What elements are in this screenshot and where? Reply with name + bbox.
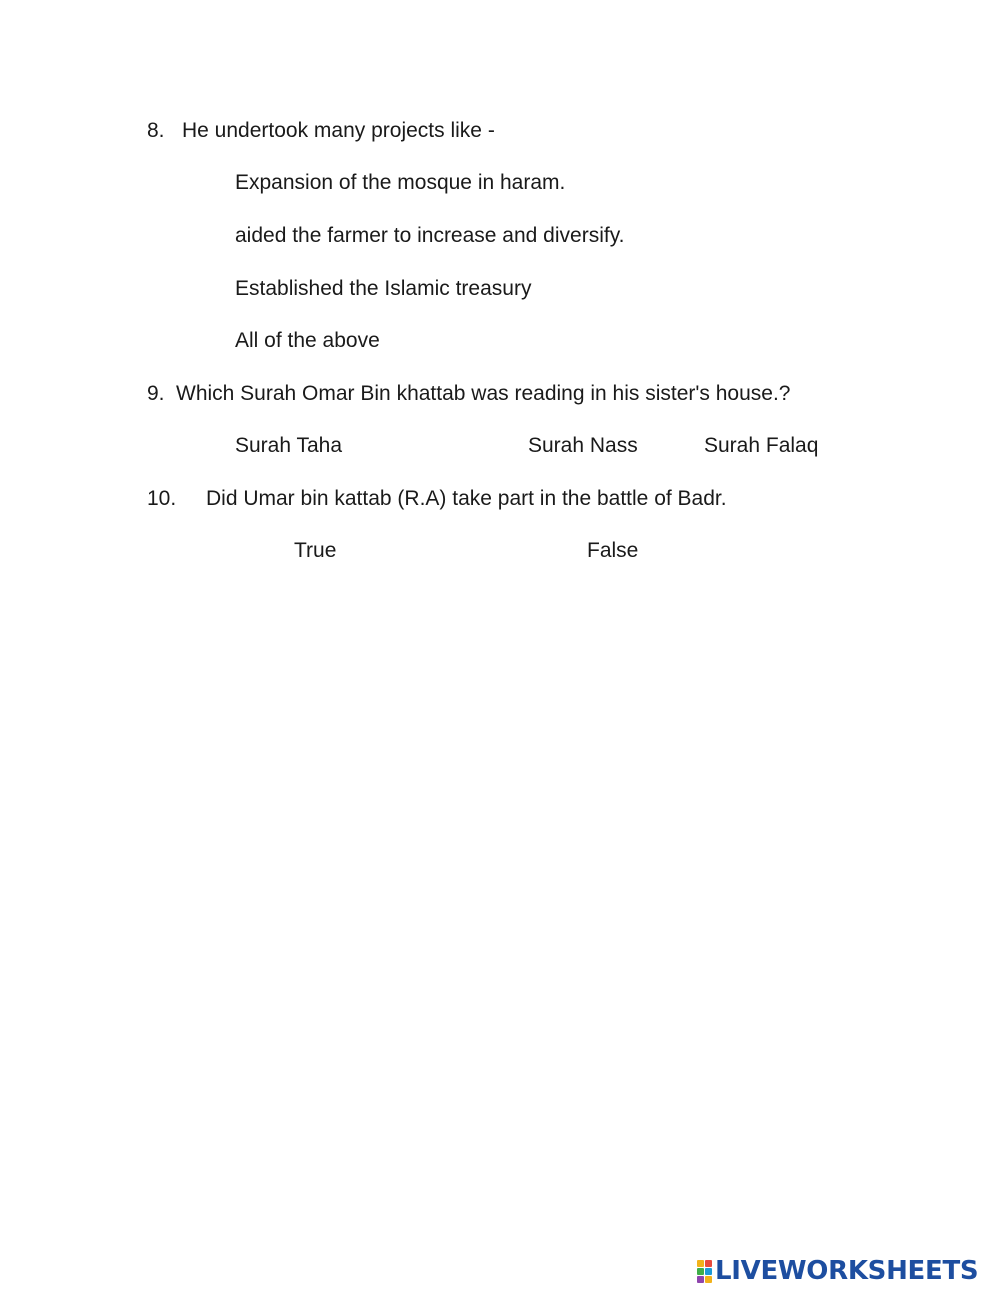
question-8-option-2[interactable]: aided the farmer to increase and diversify. (235, 224, 625, 247)
question-8-option-1[interactable]: Expansion of the mosque in haram. (235, 171, 566, 194)
question-9-option-2[interactable]: Surah Nass (528, 434, 638, 457)
logo-mark-tile (697, 1276, 704, 1283)
logo-brand-text: LIVEWORKSHEETS (715, 1256, 979, 1286)
logo-mark-tile (697, 1260, 704, 1267)
question-8-text: He undertook many projects like - (182, 119, 495, 142)
question-9-option-3[interactable]: Surah Falaq (704, 434, 819, 457)
logo-mark-tile (705, 1268, 712, 1275)
question-10-option-true[interactable]: True (294, 539, 337, 562)
question-8-number: 8. (147, 119, 165, 142)
question-8-option-4[interactable]: All of the above (235, 329, 380, 352)
question-9-number: 9. (147, 382, 165, 405)
question-10-option-false[interactable]: False (587, 539, 639, 562)
question-9-text: Which Surah Omar Bin khattab was reading in his sister's house.? (176, 382, 791, 405)
question-10-number: 10. (147, 487, 177, 510)
logo-mark-tile (697, 1268, 704, 1275)
question-8-option-3[interactable]: Established the Islamic treasury (235, 277, 532, 300)
question-10-text: Did Umar bin kattab (R.A) take part in the battle of Badr. (206, 487, 727, 510)
question-9-option-1[interactable]: Surah Taha (235, 434, 343, 457)
liveworksheets-logo-icon (697, 1260, 712, 1283)
logo-mark-tile (705, 1260, 712, 1267)
liveworksheets-logo (697, 1258, 978, 1284)
logo-mark-tile (705, 1276, 712, 1283)
